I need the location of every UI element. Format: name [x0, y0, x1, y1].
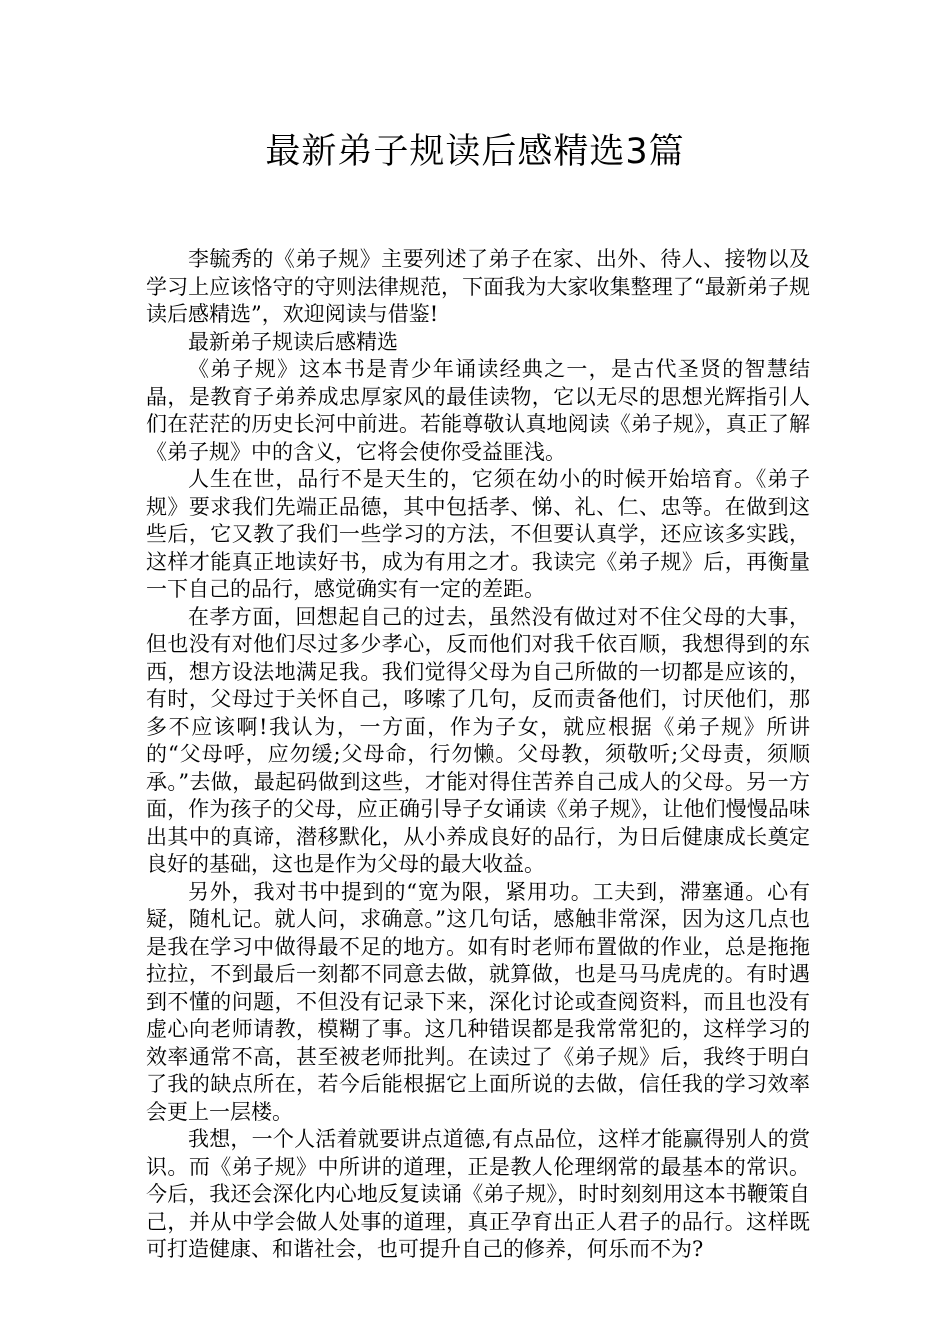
paragraph-4: 另外，我对书中提到的“宽为限，紧用功。工夫到，滞塞通。心有疑，随札记。就人问，求确意。”这几句话，感触非常深，因为这几点也是我在学习中做得最不足的地方。如有时老师布置做的作业，总是拖拖拉拉，不到最后一刻都不同意去做，就算做，也是马马虎虎的。有时遇到不懂的问题，不但没有记录下来，深化讨论或查阅资料，而且也没有虚心向老师请教，模糊了事。这几种错误都是我常常犯的，这样学习的效率通常不高，甚至被老师批判。在读过了《弟子规》后，我终于明白了我的缺点所在，若今后能根据它上面所说的去做，信任我的学习效率会更上一层楼。 — [146, 879, 810, 1124]
paragraph-2: 人生在世，品行不是天生的，它须在幼小的时候开始培育。《弟子规》要求我们先端正品德，其中包括孝、悌、礼、仁、忠等。在做到这些后，它又教了我们一些学习的方法，不但要认真学，还应该多实践，这样才能真正地读好书，成为有用之才。我读完《弟子规》后，再衡量一下自己的品行，感觉确实有一定的差距。 — [146, 467, 810, 601]
paragraph-5: 我想，一个人活着就要讲点道德,有点品位，这样才能赢得别人的赏识。而《弟子规》中所讲的道理，正是教人伦理纲常的最基本的常识。今后，我还会深化内心地反复读诵《弟子规》，时时刻刻用这本书鞭策自己，并从中学会做人处事的道理，真正孕育出正人君子的品行。这样既可打造健康、和谐社会，也可提升自己的修养，何乐而不为? — [146, 1127, 810, 1261]
paragraph-1: 《弟子规》这本书是青少年诵读经典之一，是古代圣贤的智慧结晶，是教育子弟养成忠厚家风的最佳读物，它以无尽的思想光辉指引人们在茫茫的历史长河中前进。若能尊敬认真地阅读《弟子规》，真正了解《弟子规》中的含义，它将会使你受益匪浅。 — [146, 357, 810, 464]
paragraph-subheading: 最新弟子规读后感精选 — [188, 329, 398, 354]
document-title: 最新弟子规读后感精选3篇 — [265, 132, 685, 172]
paragraph-3: 在孝方面，回想起自己的过去，虽然没有做过对不住父母的大事，但也没有对他们尽过多少孝心，反而他们对我千依百顺，我想得到的东西，想方设法地满足我。我们觉得父母为自己所做的一切都是应该的，有时，父母过于关怀自己，哆嗦了几句，反而责备他们，讨厌他们，那多不应该啊!我认为，一方面，作为子女，就应根据《弟子规》所讲的“父母呼，应勿缓;父母命，行勿懒。父母教，须敬听;父母责，须顺承。”去做，最起码做到这些，才能对得住苦养自己成人的父母。另一方面，作为孩子的父母，应正确引导子女诵读《弟子规》，让他们慢慢品味出其中的真谛，潜移默化，从小养成良好的品行，为日后健康成长奠定良好的基础，这也是作为父母的最大收益。 — [146, 604, 810, 876]
document-body — [146, 246, 810, 1264]
paragraph-intro: 李毓秀的《弟子规》主要列述了弟子在家、出外、待人、接物以及学习上应该恪守的守则法律规范，下面我为大家收集整理了“最新弟子规读后感精选”，欢迎阅读与借鉴! — [146, 247, 810, 326]
